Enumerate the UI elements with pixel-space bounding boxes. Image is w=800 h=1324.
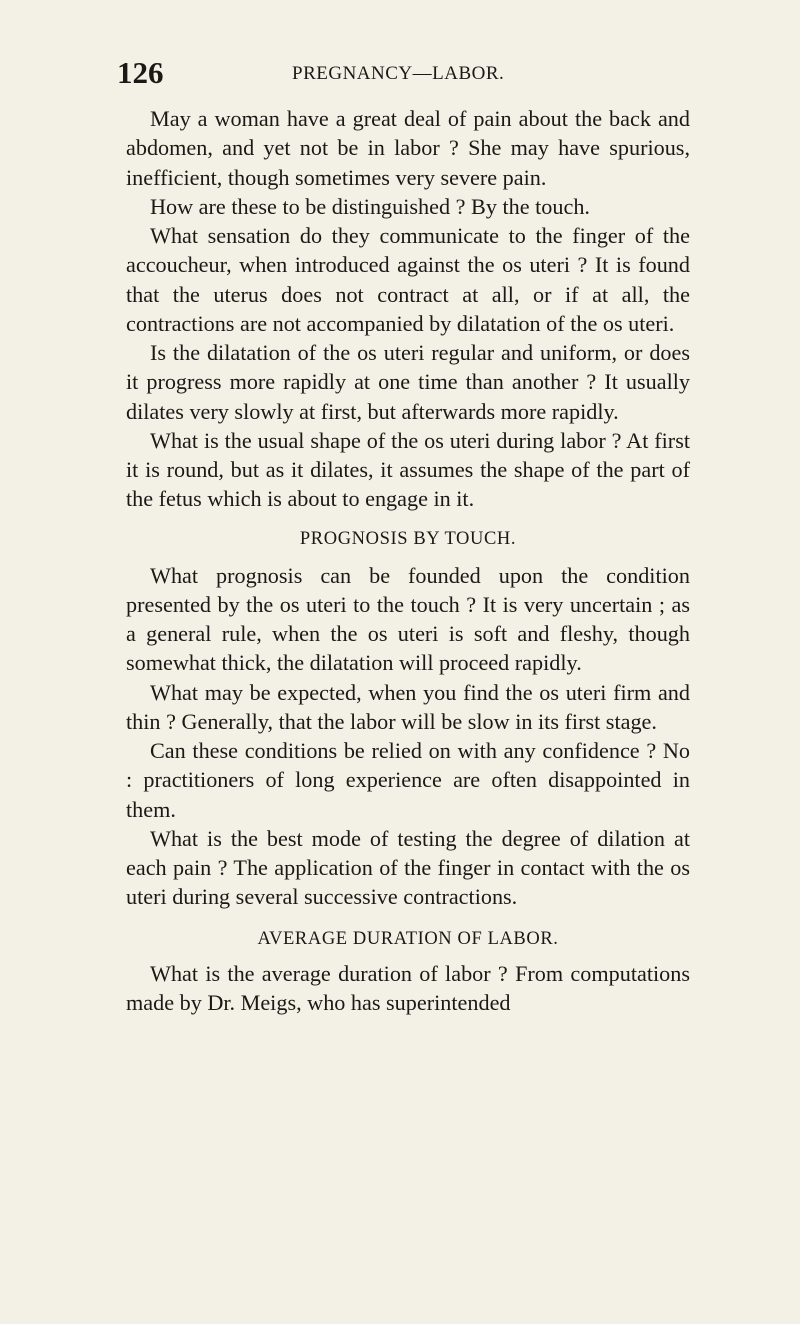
section-heading-prognosis: PROGNOSIS BY TOUCH. (299, 528, 517, 549)
page-body (126, 104, 690, 1017)
page-number: 126 (117, 55, 164, 90)
paragraph-confidence: Can these conditions be relied on with any confidence ? No : practitioners of long experience are often disappointed in them. (126, 738, 690, 822)
paragraph-pain-without-labor: May a woman have a great deal of pain about the back and abdomen, and yet not be in labor ? She may have spurious, inefficient, though sometimes very severe pain. (126, 106, 690, 190)
paragraph-touch-sensation: What sensation do they communicate to the finger of the accoucheur, when introduced against the os uteri ? It is found that the uterus does not contract at all, or if at all, the contractions are not accompanied by dilatation of the os uteri. (126, 223, 690, 336)
section-heading-duration: AVERAGE DURATION OF LABOR. (257, 928, 559, 949)
paragraph-average-duration: What is the average duration of labor ? From computations made by Dr. Meigs, who has superintended (126, 960, 690, 1015)
running-head: PREGNANCY—LABOR. (292, 63, 505, 84)
paragraph-distinguish-by-touch: How are these to be distinguished ? By the touch. (150, 193, 590, 219)
page-header (117, 55, 677, 91)
paragraph-dilatation-progress: Is the dilatation of the os uteri regular and uniform, or does it progress more rapidly at one time than another ? It usually dilates very slowly at first, but afterwards more rapidly. (126, 340, 690, 424)
paragraph-firm-thin-os: What may be expected, when you find the os uteri firm and thin ? Generally, that the labor will be slow in its first stage. (126, 679, 690, 734)
paragraph-os-uteri-shape: What is the usual shape of the os uteri during labor ? At first it is round, but as it dilates, it assumes the shape of the part of the fetus which is about to engage in it. (126, 427, 690, 512)
paragraph-testing-dilation: What is the best mode of testing the degree of dilation at each pain ? The application of the finger in contact with the os uteri during several successive contractions. (126, 825, 690, 910)
paragraph-prognosis-condition: What prognosis can be founded upon the condition presented by the os uteri to the touch ? It is very uncertain ; as a general rule, when the os uteri is soft and fleshy, though somewhat thick, the dilatation will proceed rapidly. (126, 562, 690, 676)
